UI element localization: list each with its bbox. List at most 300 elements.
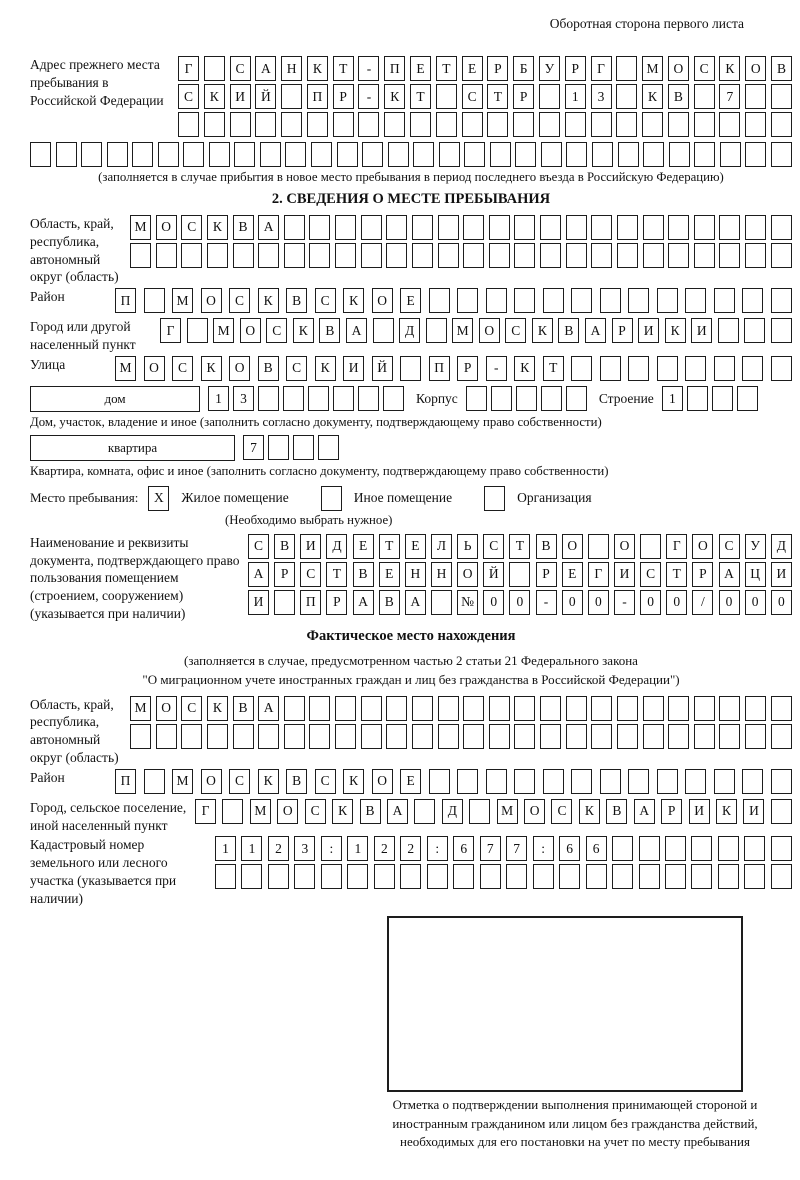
char-box: Р [326,590,347,615]
prev-address-row-4 [30,142,792,167]
char-box: 1 [662,386,683,411]
char-box [400,356,421,381]
document-row-1 [248,534,792,559]
char-box: В [558,318,579,343]
actual-location-title: Фактическое место нахождения [306,627,516,644]
char-box: С [505,318,526,343]
char-box: В [233,215,254,240]
char-box: Н [405,562,426,587]
cadastral-label: Кадастровый номер земельного или лесного участка (указывается при наличии) [30,837,177,906]
char-box [309,724,330,749]
char-box: 7 [719,84,740,109]
char-box: А [255,56,276,81]
char-box [617,696,638,721]
prev-address-field [30,56,792,140]
char-box: К [207,696,228,721]
char-box: 3 [233,386,254,411]
char-box [592,142,613,167]
char-box: Р [661,799,682,824]
char-box: 7 [243,435,264,460]
char-box [591,696,612,721]
char-box [258,724,279,749]
char-box [514,288,535,313]
char-box: Т [410,84,431,109]
char-box: Т [379,534,400,559]
region-row-1 [130,215,792,240]
char-box: О [240,318,261,343]
char-box [204,56,225,81]
document-row-2 [248,562,792,587]
char-box [616,56,637,81]
prev-address-label: Адрес прежнего места пребывания в Российской Федерации [30,57,164,108]
char-box: О [457,562,478,587]
char-box [347,864,368,889]
char-box [386,243,407,268]
char-box: 2 [374,836,395,861]
char-box [426,318,447,343]
char-box [309,215,330,240]
char-box [566,243,587,268]
char-box: С [181,696,202,721]
char-box: П [115,769,136,794]
char-box [586,864,607,889]
char-box: Т [666,562,687,587]
char-box: К [258,288,279,313]
char-box: П [115,288,136,313]
char-box: С [172,356,193,381]
char-box [543,769,564,794]
char-box: О [524,799,545,824]
district-row [115,288,792,313]
char-box [685,356,706,381]
char-box: Е [405,534,426,559]
char-box: М [250,799,271,824]
char-box [337,142,358,167]
char-box [388,142,409,167]
apartment-type-box: квартира [30,435,235,461]
char-box [374,864,395,889]
char-box [657,769,678,794]
char-box [335,696,356,721]
char-box [639,836,660,861]
char-box [400,864,421,889]
char-box [668,243,689,268]
char-box: И [771,562,792,587]
char-box: С [181,215,202,240]
char-box: И [689,799,710,824]
char-box: А [346,318,367,343]
char-box: О [277,799,298,824]
char-box [230,112,251,137]
char-box: Е [353,534,374,559]
char-box [543,288,564,313]
char-box [438,724,459,749]
char-box [509,562,530,587]
char-box: О [201,769,222,794]
char-box: Й [372,356,393,381]
char-box [643,215,664,240]
char-box [233,243,254,268]
char-box [687,386,708,411]
char-box: О [229,356,250,381]
char-box [362,142,383,167]
char-box [771,356,792,381]
char-box: О [692,534,713,559]
char-box: 0 [771,590,792,615]
char-box: В [233,696,254,721]
char-box: С [694,56,715,81]
actual-region-row-1 [130,696,792,721]
char-box: 1 [241,836,262,861]
char-box: К [258,769,279,794]
char-box [335,243,356,268]
char-box [386,215,407,240]
char-box [742,769,763,794]
char-box: Е [410,56,431,81]
option-other-premises-label: Иное помещение [353,490,453,506]
char-box: К [315,356,336,381]
char-box: М [213,318,234,343]
region-label: Область, край, республика, автономный округ (область) [30,215,119,285]
char-box: И [230,84,251,109]
char-box [718,318,739,343]
char-box: 0 [509,590,530,615]
char-box [665,836,686,861]
region-row-2 [130,243,792,268]
char-box [745,142,766,167]
char-box [600,769,621,794]
char-box: У [539,56,560,81]
char-box: О [614,534,635,559]
char-box: : [321,836,342,861]
char-box [361,696,382,721]
char-box [436,112,457,137]
char-box [258,243,279,268]
city-row [160,318,792,343]
char-box: В [360,799,381,824]
char-box [540,724,561,749]
char-box [285,142,306,167]
char-box [771,243,792,268]
prev-address-row-3 [178,112,792,137]
char-box: Е [562,562,583,587]
document-field [30,534,792,623]
char-box: Ц [745,562,766,587]
char-box [284,215,305,240]
char-box [628,356,649,381]
char-box [383,386,404,411]
house-type-box: дом [30,386,200,412]
char-box [462,112,483,137]
char-box [643,724,664,749]
char-box: Р [612,318,633,343]
char-box: Г [178,56,199,81]
char-box [373,318,394,343]
char-box [234,142,255,167]
korpus-boxes [466,386,587,411]
char-box [413,142,434,167]
document-row-3 [248,590,792,615]
char-box: К [293,318,314,343]
char-box: Т [333,56,354,81]
char-box: С [248,534,269,559]
char-box [412,215,433,240]
char-box [81,142,102,167]
char-box: 6 [559,836,580,861]
char-box: В [536,534,557,559]
char-box [643,142,664,167]
char-box: А [248,562,269,587]
char-box [559,864,580,889]
char-box: 2 [400,836,421,861]
char-box: - [614,590,635,615]
char-box [612,864,633,889]
char-box [668,724,689,749]
prev-address-rows [178,56,792,140]
char-box: В [606,799,627,824]
char-box: Р [333,84,354,109]
actual-region-label: Область, край, республика, автономный округ (область) [30,696,119,766]
char-box: Т [509,534,530,559]
prev-address-caption: (заполняется в случае прибытия в новое место пребывания в период последнего въезда в Российскую Федерацию) [98,170,724,184]
char-box [309,243,330,268]
char-box [657,288,678,313]
char-box: Д [326,534,347,559]
char-box [533,864,554,889]
char-box [283,386,304,411]
stay-type-hint: (Необходимо выбрать нужное) [225,512,393,527]
char-box: Т [436,56,457,81]
char-box [719,243,740,268]
char-box: 3 [591,84,612,109]
char-box [513,112,534,137]
char-box [233,724,254,749]
char-box [515,142,536,167]
char-box [694,142,715,167]
char-box: И [300,534,321,559]
char-box [335,215,356,240]
char-box [489,243,510,268]
char-box [691,836,712,861]
stroenie-boxes [662,386,758,411]
char-box: В [286,769,307,794]
char-box: М [115,356,136,381]
char-box: 1 [347,836,368,861]
char-box [209,142,230,167]
char-box [685,769,706,794]
char-box: Г [588,562,609,587]
char-box [719,112,740,137]
stay-type-row [30,486,792,511]
actual-city-field [30,799,792,835]
char-box: С [551,799,572,824]
actual-region-field [30,696,792,767]
char-box: 2 [268,836,289,861]
char-box [643,243,664,268]
char-box: С [305,799,326,824]
char-box: Л [431,534,452,559]
house-row [30,386,792,412]
char-box [714,356,735,381]
char-box: Й [483,562,504,587]
char-box [463,215,484,240]
char-box: А [258,696,279,721]
char-box: М [642,56,663,81]
char-box: Й [255,84,276,109]
char-box: В [258,356,279,381]
checkbox-organization [484,486,505,511]
char-box: Г [160,318,181,343]
char-box [514,696,535,721]
char-box [307,112,328,137]
char-box [612,836,633,861]
char-box: А [585,318,606,343]
char-box: У [745,534,766,559]
char-box [718,836,739,861]
char-box: Р [457,356,478,381]
char-box [412,243,433,268]
char-box [183,142,204,167]
char-box: К [343,288,364,313]
char-box [438,215,459,240]
char-box [540,243,561,268]
char-box [284,243,305,268]
char-box [361,215,382,240]
char-box [274,590,295,615]
char-box [745,215,766,240]
char-box: П [307,84,328,109]
char-box [486,769,507,794]
street-field [30,356,792,384]
char-box [268,435,289,460]
char-box: И [614,562,635,587]
char-box [361,724,382,749]
char-box [539,84,560,109]
char-box [514,724,535,749]
option-organization-label: Организация [517,490,592,506]
char-box [427,864,448,889]
char-box [668,696,689,721]
char-box: Р [487,56,508,81]
char-box: Д [442,799,463,824]
char-box [308,386,329,411]
char-box: К [719,56,740,81]
char-box [158,142,179,167]
house-number-boxes [208,386,404,411]
char-box: С [315,288,336,313]
char-box [255,112,276,137]
char-box [386,724,407,749]
char-box [361,243,382,268]
char-box [588,534,609,559]
char-box: Д [399,318,420,343]
char-box [617,724,638,749]
option-residential-label: Жилое помещение [181,490,289,506]
char-box: К [716,799,737,824]
char-box [745,724,766,749]
char-box [438,243,459,268]
char-box [431,590,452,615]
char-box [463,696,484,721]
char-box: - [358,84,379,109]
char-box: Т [326,562,347,587]
house-caption: Дом, участок, владение и иное (заполнить согласно документу, подтверждающему право собственности) [30,414,602,429]
char-box [720,142,741,167]
actual-caption-line2: "О миграционном учете иностранных граждан и лиц без гражданства в Российской Федерации") [142,671,680,687]
char-box [156,243,177,268]
char-box: Г [666,534,687,559]
char-box: 6 [586,836,607,861]
char-box [541,142,562,167]
char-box: Е [462,56,483,81]
char-box [685,288,706,313]
char-box [714,288,735,313]
char-box: М [452,318,473,343]
region-field [30,215,792,286]
char-box: Ь [457,534,478,559]
char-box: В [274,534,295,559]
char-box [438,696,459,721]
char-box [665,864,686,889]
actual-district-row [115,769,792,794]
apartment-caption: Квартира, комната, офис и иное (заполнить согласно документу, подтверждающему право собственности) [30,463,609,478]
char-box: С [300,562,321,587]
char-box [464,142,485,167]
char-box: С [640,562,661,587]
char-box [571,769,592,794]
char-box [643,696,664,721]
char-box: И [743,799,764,824]
char-box [737,386,758,411]
char-box [514,243,535,268]
char-box [565,112,586,137]
char-box: 0 [483,590,504,615]
char-box: Г [195,799,216,824]
stamp-section [30,916,792,1153]
char-box: Е [400,288,421,313]
char-box: - [358,56,379,81]
char-box [771,799,792,824]
char-box [410,112,431,137]
char-box: И [248,590,269,615]
cadastral-row-1 [215,836,792,861]
char-box [222,799,243,824]
char-box [207,724,228,749]
char-box: М [172,288,193,313]
char-box [466,386,487,411]
char-box [457,288,478,313]
char-box [771,215,792,240]
char-box: К [665,318,686,343]
char-box [130,243,151,268]
char-box [294,864,315,889]
korpus-label: Корпус [416,390,458,406]
char-box: К [384,84,405,109]
char-box [429,288,450,313]
char-box: П [300,590,321,615]
char-box: К [204,84,225,109]
prev-address-row-1 [178,56,792,81]
char-box [284,696,305,721]
char-box: А [387,799,408,824]
char-box: 0 [719,590,740,615]
char-box: С [230,56,251,81]
char-box [333,386,354,411]
district-label: Район [30,289,65,305]
char-box [412,724,433,749]
char-box [491,386,512,411]
char-box: В [353,562,374,587]
